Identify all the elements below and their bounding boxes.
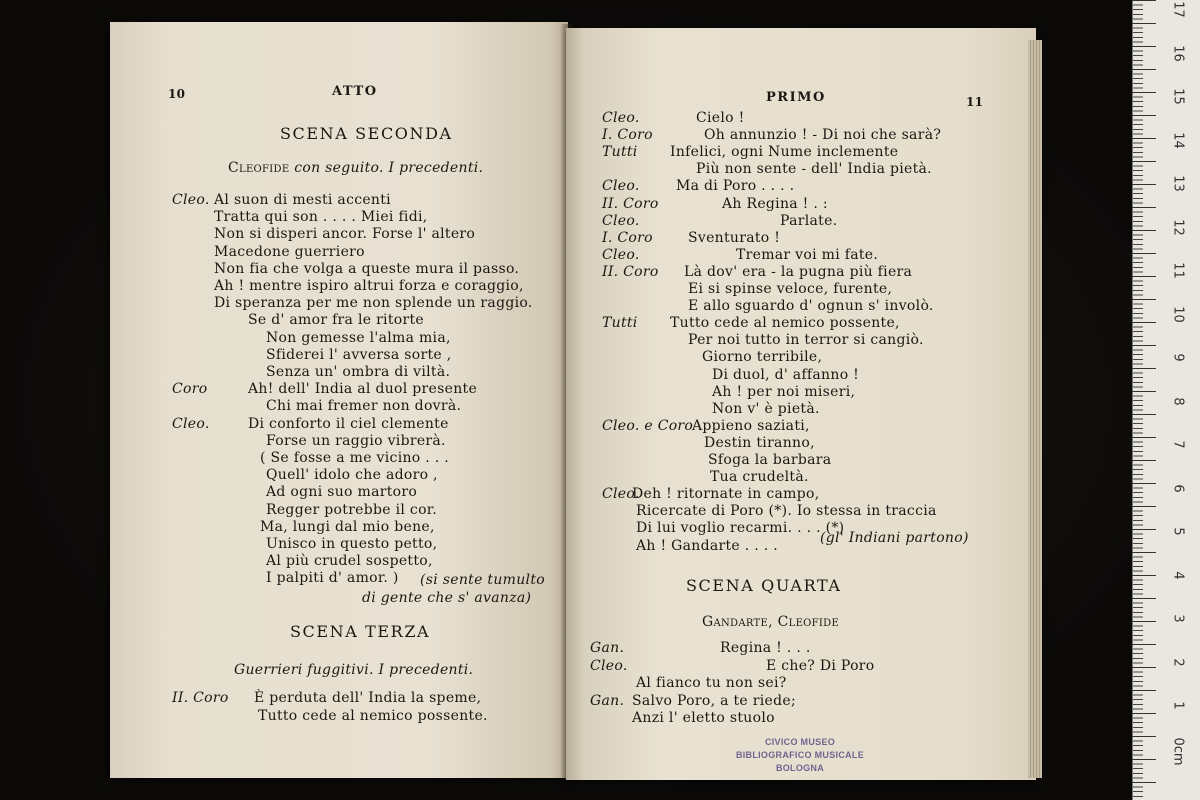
scene-characters: Guerrieri fuggitivi. I precedenti. [234, 662, 474, 678]
stamp-line: BOLOGNA [775, 763, 825, 773]
speaker-label: Cleo. [602, 486, 640, 503]
ruler-number: 16 [1170, 44, 1186, 62]
speaker-label: Cleo. [172, 415, 210, 432]
verse-line: Senza un' ombra di viltà. [266, 364, 451, 380]
verse-line: Tremar voi mi fate. [736, 246, 879, 263]
scene-characters: Gandarte, Cleofide [702, 614, 840, 630]
verse-line: Sfiderei l' avversa sorte , [266, 346, 452, 363]
ruler-number: 17 [1170, 1, 1186, 18]
ruler-number: 15 [1170, 88, 1186, 105]
verse-line: Chi mai fremer non dovrà. [266, 398, 462, 415]
speaker-label: Cleo. [602, 212, 640, 229]
page-number: 10 [168, 87, 186, 101]
speaker-label: Tutti [602, 144, 638, 161]
speaker-label: II. Coro [602, 263, 659, 280]
speaker-label: I. Coro [602, 229, 653, 246]
stamp-line: BIBLIOGRAFICO MUSICALE [735, 750, 865, 760]
speaker-label: Cleo. [602, 110, 640, 126]
ruler-ticks [1132, 0, 1156, 800]
verse-line: Non gemesse l'alma mia, [266, 329, 451, 346]
speaker-label: Cleo. e Coro [602, 417, 694, 434]
ruler-number: 5 [1170, 527, 1186, 536]
ruler-number: 11 [1170, 262, 1186, 279]
verse-line: Parlate. [780, 212, 838, 229]
speaker-label: Coro [172, 381, 208, 398]
verse-line: Forse un raggio vibrerà. [266, 432, 446, 449]
speaker-label: Gan. [590, 692, 625, 709]
verse-line: Là dov' era - la pugna più fiera [684, 263, 913, 280]
verse-line: E che? Di Poro [766, 657, 875, 674]
verse-line: Al fianco tu non sei? [636, 675, 787, 691]
verse-line: Unisco in questo petto, [266, 536, 438, 552]
speaker-label: Cleo. [172, 192, 210, 208]
character-note: con seguito. I precedenti. [294, 160, 484, 176]
ruler-number: 1 [1170, 701, 1186, 710]
verse-line: Ah ! per noi miseri, [712, 383, 856, 400]
ruler-number: 0cm [1170, 737, 1186, 766]
page-edges [1028, 40, 1042, 778]
verse-line: Di lui voglio recarmi. . . . (*) [636, 520, 845, 537]
verse-line: Di conforto il ciel clemente [248, 415, 449, 432]
verse-line: Deh ! ritornate in campo, [632, 486, 820, 503]
running-head: ATTO [332, 84, 378, 99]
speaker-label: II. Coro [602, 195, 659, 212]
verse-line: Infelici, ogni Nume inclemente [670, 144, 899, 161]
verse-line: Di speranza per me non splende un raggio. [214, 295, 533, 312]
verse-line: Tutto cede al nemico possente, [670, 315, 900, 332]
verse-line: Se d' amor fra le ritorte [248, 312, 424, 329]
verse-line: Destin tiranno, [704, 434, 815, 451]
verse-line: Tratta qui son . . . . Miei fidi, [214, 209, 428, 226]
verse-line: Al più crudel sospetto, [266, 553, 433, 570]
verse-line: Sfoga la barbara [708, 452, 832, 468]
stamp-line: CIVICO MUSEO [764, 737, 836, 747]
verse-line: Ma, lungi dal mio bene, [260, 518, 435, 535]
speaker-label: II. Coro [172, 690, 229, 706]
verse-line: Appieno saziati, [692, 417, 810, 434]
verse-line: Ah! dell' India al duol presente [248, 381, 478, 398]
verse-line: Giorno terribile, [702, 349, 823, 366]
verse-line: Salvo Poro, a te riede; [632, 692, 796, 709]
verse-line: Tua crudeltà. [710, 469, 809, 486]
verse-line: Ah ! Gandarte . . . . [636, 537, 779, 554]
stage-direction: (si sente tumulto [420, 572, 545, 588]
verse-line: Sventurato ! [688, 229, 781, 246]
verse-line: Non fia che volga a queste mura il passo. [214, 260, 520, 277]
character-name: Cleofide [228, 160, 290, 176]
ruler-number: 7 [1170, 440, 1186, 449]
verse-line: Ricercate di Poro (*). Io stessa in traccia [636, 503, 937, 520]
ruler-number: 12 [1170, 218, 1186, 236]
verse-line: Non v' è pietà. [712, 400, 820, 417]
page-number: 11 [966, 95, 984, 109]
ruler-number: 8 [1170, 396, 1186, 406]
verse-line: Regger potrebbe il cor. [266, 501, 438, 518]
left-page [110, 22, 568, 778]
verse-line: Macedone guerriero [214, 243, 365, 260]
speaker-label: Gan. [590, 640, 625, 656]
ruler-number: 13 [1170, 175, 1186, 192]
ruler-number: 10 [1170, 305, 1186, 323]
verse-line: Ma di Poro . . . . [676, 178, 795, 195]
verse-line: Più non sente - dell' India pietà. [696, 161, 932, 178]
verse-line: Ah Regina ! . : [722, 195, 828, 212]
scene-characters [228, 160, 483, 176]
verse-line: E allo sguardo d' ognun s' involò. [688, 298, 934, 315]
speaker-label: Cleo. [602, 178, 640, 195]
verse-line: I palpiti d' amor. ) [266, 570, 399, 587]
ruler-number: 9 [1170, 353, 1186, 362]
ruler-number: 3 [1170, 614, 1186, 623]
speaker-label: Cleo. [590, 657, 628, 674]
verse-line: Di duol, d' affanno ! [712, 366, 860, 383]
running-head: PRIMO [766, 90, 826, 105]
ruler-number: 14 [1170, 131, 1186, 149]
verse-line: Regina ! . . . [720, 640, 811, 656]
verse-line: È perduta dell' India la speme, [254, 690, 482, 706]
stage-direction: di gente che s' avanza) [362, 590, 532, 606]
stage-direction: (gl' Indiani partono) [820, 530, 969, 546]
verse-line: Cielo ! [696, 110, 745, 126]
ruler-number: 2 [1170, 657, 1186, 667]
right-page [566, 28, 1036, 780]
verse-line: Al suon di mesti accenti [214, 192, 391, 208]
verse-line: Per noi tutto in terror si cangiò. [688, 332, 924, 349]
speaker-label: Cleo. [602, 246, 640, 263]
verse-line: Tutto cede al nemico possente. [258, 707, 488, 724]
ruler-number: 4 [1170, 570, 1186, 580]
verse-line: Non si disperi ancor. Forse l' altero [214, 226, 476, 243]
verse-line: Ah ! mentre ispiro altrui forza e coraggio, [214, 278, 524, 294]
verse-line: Ad ogni suo martoro [266, 484, 418, 501]
library-stamp [720, 736, 880, 775]
verse-line: ( Se fosse a me vicino . . . [260, 450, 450, 466]
speaker-label: I. Coro [602, 127, 653, 144]
verse-line: Quell' idolo che adoro , [266, 467, 438, 484]
ruler-number: 6 [1170, 483, 1186, 493]
verse-line: Ei si spinse veloce, furente, [688, 281, 893, 297]
verse-line: Oh annunzio ! - Di noi che sarà? [704, 127, 942, 144]
verse-line: Anzi l' eletto stuolo [632, 710, 775, 726]
speaker-label: Tutti [602, 315, 638, 332]
scene-title: SCENA SECONDA [280, 124, 453, 143]
scene-title: SCENA TERZA [290, 622, 431, 641]
scene-title: SCENA QUARTA [686, 576, 842, 595]
